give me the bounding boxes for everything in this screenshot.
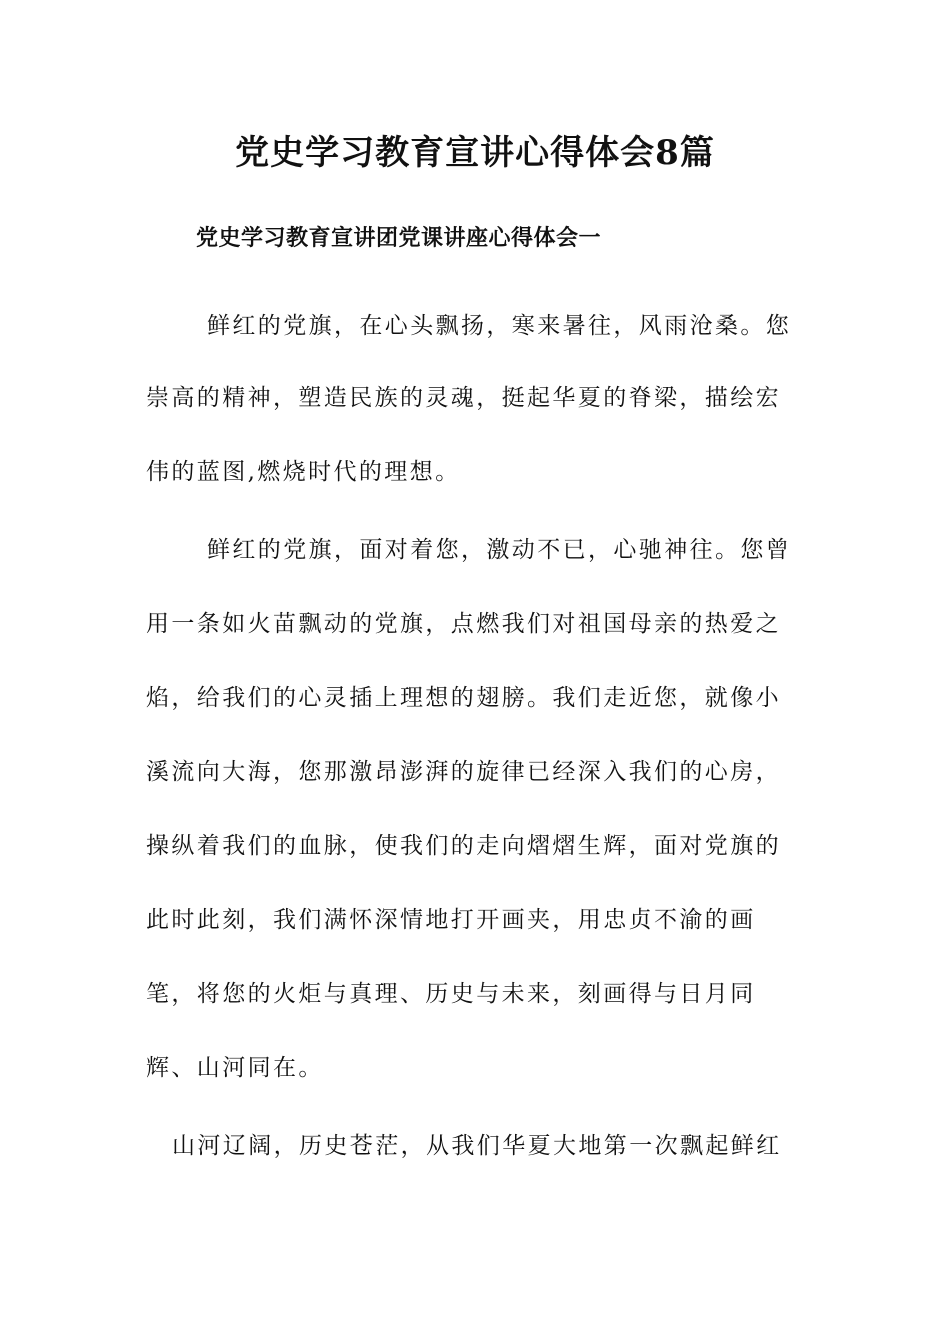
paragraph-line: 崇高的精神，塑造民族的灵魂，挺起华夏的脊梁，描绘宏 — [146, 385, 781, 411]
paragraph-line: 焰，给我们的心灵插上理想的翅膀。我们走近您，就像小 — [146, 685, 781, 711]
section-subtitle: 党史学习教育宣讲团党课讲座心得体会一 — [196, 225, 602, 251]
paragraph-line: 辉、山河同在。 — [146, 1055, 324, 1081]
paragraph-line: 鲜红的党旗，面对着您，激动不已，心驰神往。您曾 — [207, 537, 792, 563]
document-title: 党史学习教育宣讲心得体会8篇 — [235, 133, 715, 173]
paragraph-line: 操纵着我们的血脉，使我们的走向熠熠生辉，面对党旗的 — [146, 833, 781, 859]
paragraph-line: 伟的蓝图,燃烧时代的理想。 — [146, 459, 461, 485]
paragraph-line: 笔，将您的火炬与真理、历史与未来，刻画得与日月同 — [146, 981, 756, 1007]
paragraph-line: 用一条如火苗飘动的党旗，点燃我们对祖国母亲的热爱之 — [146, 611, 781, 637]
paragraph-line: 鲜红的党旗，在心头飘扬，寒来暑往，风雨沧桑。您 — [207, 313, 792, 339]
paragraph-line: 溪流向大海，您那激昂澎湃的旋律已经深入我们的心房， — [146, 759, 781, 785]
paragraph-line: 此时此刻，我们满怀深情地打开画夹，用忠贞不渝的画 — [146, 907, 756, 933]
paragraph-line: 山河辽阔，历史苍茫，从我们华夏大地第一次飘起鲜红 — [172, 1133, 782, 1159]
